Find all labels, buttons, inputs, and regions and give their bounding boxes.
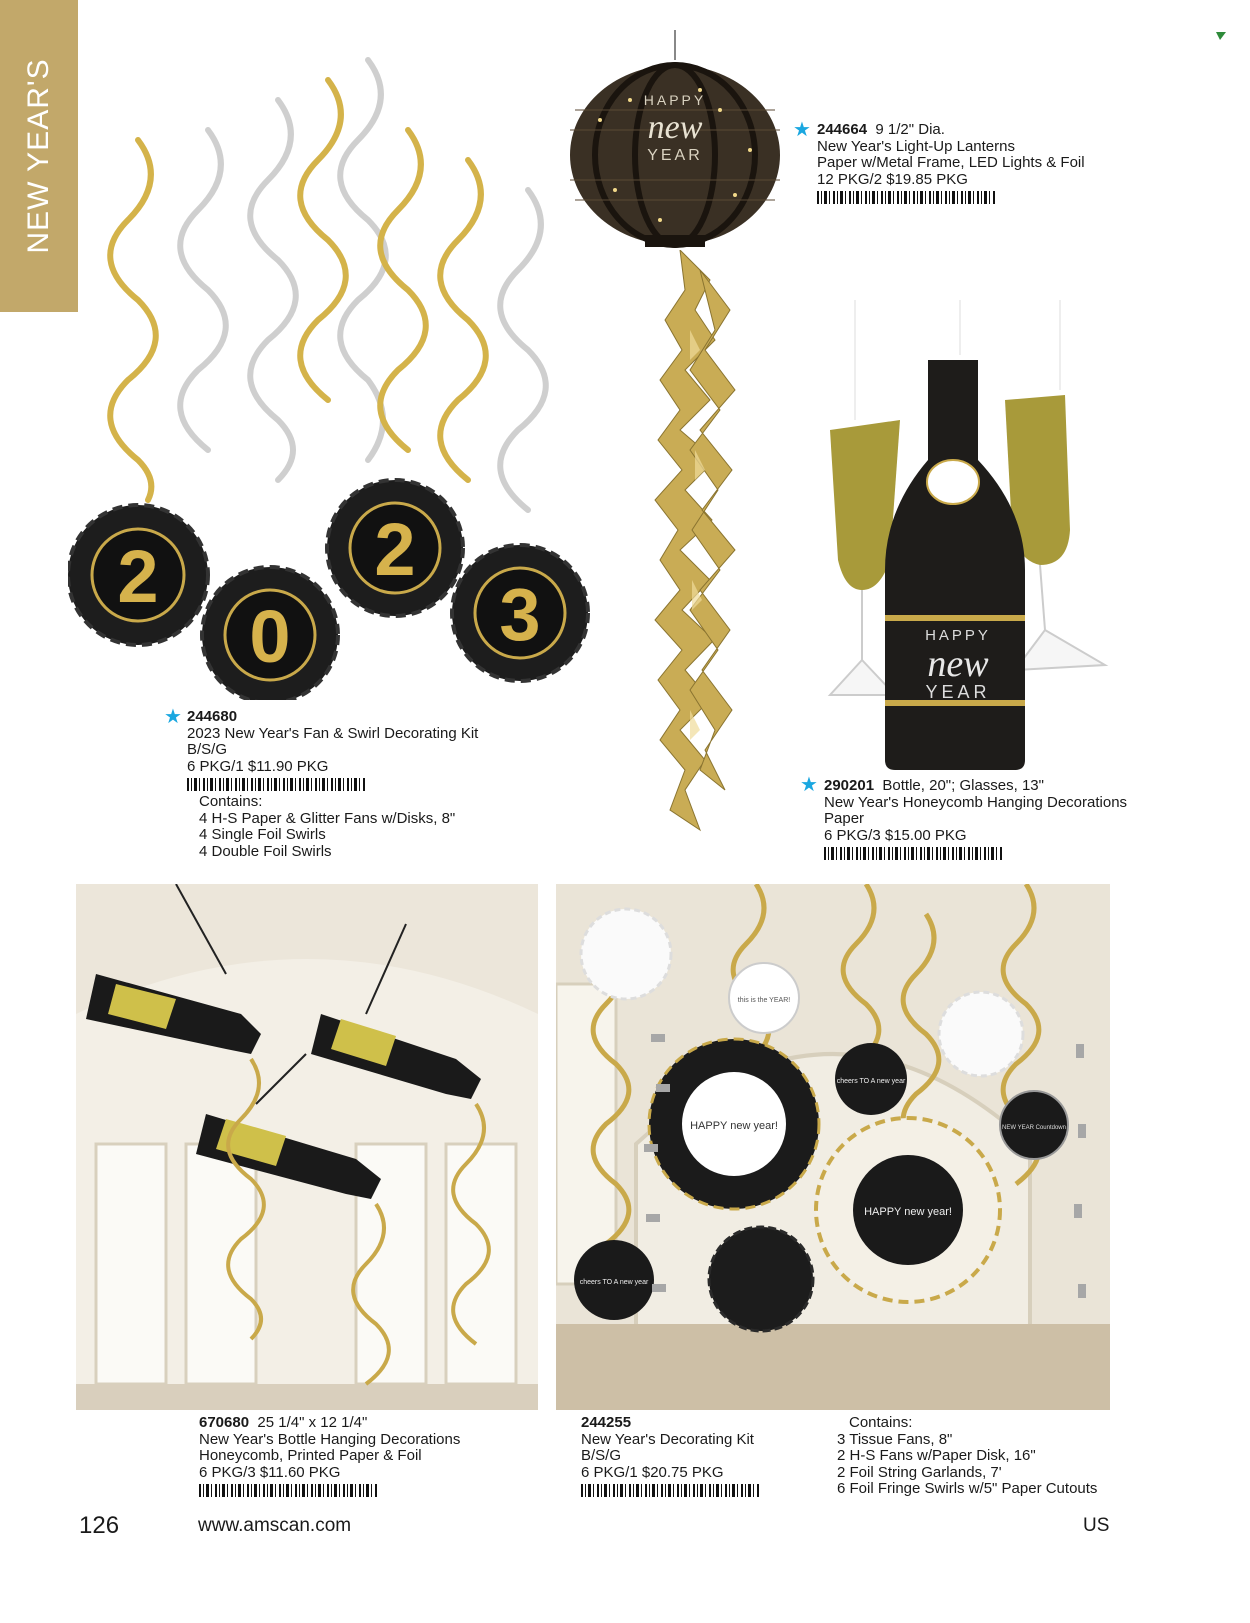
product-barcode <box>199 1484 379 1497</box>
fan-3 <box>452 545 588 681</box>
product-290201 <box>824 778 1127 860</box>
product-pricing: 12 PKG/2 $19.85 PKG <box>817 170 968 188</box>
contains-item: 6 Foil Fringe Swirls w/5" Paper Cutouts <box>837 1480 1098 1497</box>
product-670680 <box>199 1415 460 1497</box>
product-name: New Year's Honeycomb Hanging Decorations <box>824 793 1128 811</box>
contains-item: 4 Single Foil Swirls <box>199 826 326 843</box>
product-material: Paper <box>824 810 865 827</box>
fan-digit-1: 2 <box>117 535 159 618</box>
new-item-star-icon: ★ <box>793 119 811 141</box>
fan-digit-4: 3 <box>499 573 541 656</box>
bottle-text-year: YEAR <box>925 682 991 702</box>
kit-disk-this-is <box>729 963 799 1033</box>
product-name: 2023 New Year's Fan & Swirl Decorating Kit <box>187 724 479 742</box>
bottle-text-new: new <box>927 643 989 685</box>
contains-label: Contains: <box>849 1414 913 1431</box>
kit-disk-cheers-2-text: cheers TO A new year <box>579 1279 649 1286</box>
contains-item: 3 Tissue Fans, 8" <box>837 1430 953 1448</box>
honeycomb-bottle-image <box>800 300 1110 775</box>
contains-item: 2 H-S Fans w/Paper Disk, 16" <box>837 1447 1036 1464</box>
hanging-bottles-photo <box>76 884 538 1410</box>
region-label: US <box>1083 1515 1110 1536</box>
kit-fan-large-2 <box>816 1118 1000 1302</box>
kit-disk-cheers-1-text: cheers TO A new year <box>836 1078 906 1085</box>
kit-disk-happy-2: HAPPY new year! <box>864 1206 952 1218</box>
product-barcode <box>187 778 367 791</box>
contains-item: 4 Double Foil Swirls <box>199 842 332 860</box>
product-name: New Year's Bottle Hanging Decorations <box>199 1430 461 1448</box>
kit-disk-this-is-text: this is the YEAR! <box>737 997 791 1004</box>
product-colors: B/S/G <box>581 1447 622 1464</box>
product-pricing: 6 PKG/1 $20.75 PKG <box>581 1463 724 1481</box>
product-244680-contents <box>199 794 455 860</box>
contains-item: 2 Foil String Garlands, 7' <box>837 1463 1002 1481</box>
catalog-mark-icon <box>1216 32 1226 40</box>
product-name: New Year's Light-Up Lanterns <box>817 137 1015 155</box>
product-pricing: 6 PKG/3 $15.00 PKG <box>824 826 967 844</box>
lantern-text-year: YEAR <box>647 147 703 164</box>
product-colors: B/S/G <box>187 741 228 758</box>
product-sku: 244664 <box>817 121 868 138</box>
website-link[interactable]: www.amscan.com <box>198 1515 352 1536</box>
product-sku: 670680 <box>199 1414 250 1431</box>
new-item-star-icon: ★ <box>800 774 818 796</box>
bottle-text-happy: HAPPY <box>925 627 991 644</box>
product-244255 <box>581 1415 761 1497</box>
product-sku: 244255 <box>581 1414 632 1431</box>
product-size: 9 1/2" Dia. <box>875 121 945 138</box>
fan-digit-3: 2 <box>374 508 416 591</box>
kit-disk-countdown <box>1000 1091 1068 1159</box>
product-sku: 290201 <box>824 777 875 794</box>
section-tab <box>0 0 78 312</box>
kit-disk-happy-1: HAPPY new year! <box>690 1120 778 1132</box>
fan-0 <box>202 567 338 700</box>
fan-2-left <box>68 505 208 645</box>
product-barcode <box>824 847 1004 860</box>
product-pricing: 6 PKG/3 $11.60 PKG <box>199 1463 341 1481</box>
lantern-text-new: new <box>647 109 703 146</box>
product-material: Paper w/Metal Frame, LED Lights & Foil <box>817 154 1085 171</box>
gold-fringe-image <box>640 250 750 840</box>
product-244680 <box>187 709 478 791</box>
decorating-kit-photo <box>556 884 1110 1410</box>
product-size: 25 1/4" x 12 1/4" <box>257 1414 368 1431</box>
kit-disk-cheers-1 <box>835 1043 907 1115</box>
product-barcode <box>581 1484 761 1497</box>
section-tab-label: NEW YEAR'S <box>22 58 55 254</box>
fan-digit-2: 0 <box>249 595 291 678</box>
new-item-star-icon: ★ <box>164 706 182 728</box>
product-244255-contents <box>837 1415 1097 1498</box>
product-244664 <box>817 122 1085 204</box>
product-material: Honeycomb, Printed Paper & Foil <box>199 1447 422 1464</box>
product-name: New Year's Decorating Kit <box>581 1430 754 1448</box>
page-number: 126 <box>79 1512 120 1539</box>
fan-swirl-kit-image <box>68 40 598 700</box>
kit-fan-large-1 <box>649 1039 819 1209</box>
kit-disk-cheers-2 <box>574 1240 654 1320</box>
bottle <box>885 360 1025 770</box>
contains-label: Contains: <box>199 793 263 810</box>
fan-2-right <box>327 480 463 616</box>
lantern-text-happy: HAPPY <box>643 92 707 108</box>
kit-disk-countdown-text: NEW YEAR Countdown <box>1002 1125 1066 1131</box>
product-barcode <box>817 191 997 204</box>
contains-item: 4 H-S Paper & Glitter Fans w/Disks, 8" <box>199 809 456 827</box>
product-pricing: 6 PKG/1 $11.90 PKG <box>187 757 329 775</box>
product-sku: 244680 <box>187 708 238 725</box>
product-size: Bottle, 20"; Glasses, 13" <box>882 777 1044 794</box>
